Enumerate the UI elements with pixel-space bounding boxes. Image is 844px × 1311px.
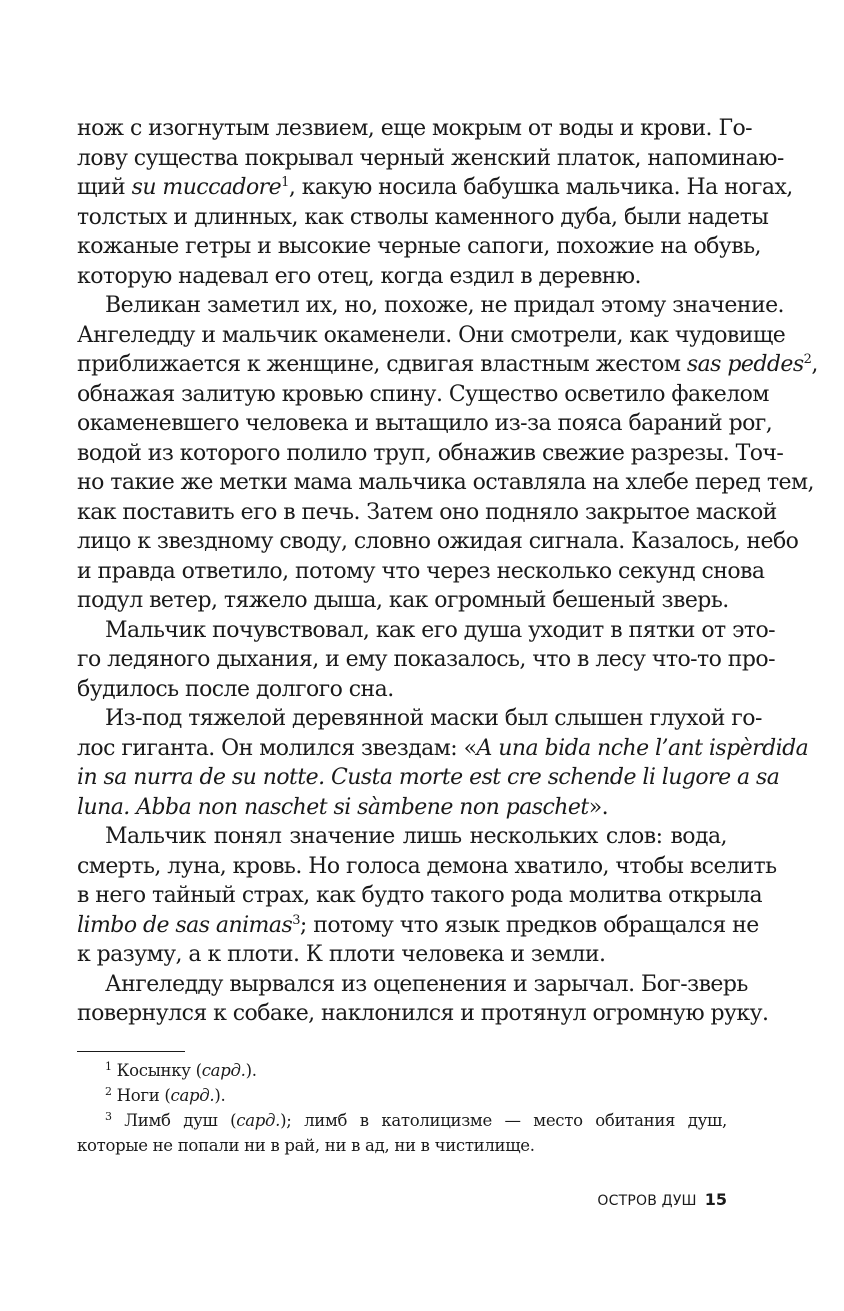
text-run: лову существа покрывал черный женский платок, напоминаю- — [77, 145, 784, 171]
text-run: которые не попали ни в рай, ни в ад, ни в чистилище. — [77, 1136, 535, 1155]
text-run: кожаные гетры и высокие черные сапоги, похожие на обувь, — [77, 234, 761, 259]
text-line — [77, 940, 727, 970]
text-run: и правда ответило, потому что через несколько секунд снова — [77, 558, 765, 584]
text-run: лицо к звездному своду, словно ожидая сигнала. Казалось, небо — [77, 529, 799, 554]
text-run: лос гиганта. Он молился звездам: « — [77, 735, 477, 761]
text-line — [77, 999, 769, 1029]
text-run: Из-под тяжелой деревянной маски был слышен глухой го- — [105, 706, 762, 731]
text-run: ). — [214, 1086, 226, 1105]
footnote-marker: 1 — [105, 1060, 112, 1073]
italic-phrase: сард. — [170, 1086, 215, 1105]
text-line — [77, 911, 759, 941]
footnotes — [77, 1058, 727, 1158]
text-run: Ноги ( — [111, 1086, 171, 1105]
text-run: ; потому что язык предков обращался не — [299, 912, 759, 938]
running-footer — [520, 1190, 727, 1209]
italic-phrase: limbo de sas animas — [77, 912, 293, 938]
text-line — [77, 970, 748, 1000]
text-line — [77, 173, 793, 203]
text-line — [77, 409, 773, 439]
text-run: нож с изогнутым лезвием, еще мокрым от воды и крови. Го- — [77, 116, 753, 141]
text-line — [77, 734, 809, 764]
footnote-line — [77, 1108, 727, 1133]
text-run: окаменевшего человека и вытащило из-за пояса бараний рог, — [77, 411, 773, 436]
text-run: но такие же метки мама мальчика оставляла на хлебе перед тем, — [77, 470, 814, 495]
text-run: в него тайный страх, как будто такого рода молитва открыла — [77, 883, 763, 908]
text-run: будилось после долгого сна. — [77, 676, 394, 702]
text-line — [77, 822, 727, 852]
italic-phrase: in sa nurra de su notte. Custa morte est cre schende li lugore a sa — [77, 765, 780, 790]
text-line — [77, 586, 727, 616]
text-line — [77, 793, 727, 823]
text-run: толстых и длинных, как стволы каменного дуба, были надеты — [77, 204, 769, 230]
text-run: Мальчик понял значение лишь нескольких слов: вода, — [105, 824, 727, 849]
text-line — [77, 144, 784, 174]
text-run: обнажая залитую кровью спину. Существо осветило факелом — [77, 381, 769, 407]
italic-phrase: сард. — [236, 1111, 281, 1130]
text-line — [77, 527, 799, 557]
text-run: Великан заметил их, но, похоже, не придал этому значение. — [105, 293, 784, 318]
text-run: ). — [245, 1061, 257, 1080]
text-line — [77, 763, 780, 793]
text-run: которую надевал его отец, когда ездил в деревню. — [77, 263, 641, 289]
text-run: Мальчик почувствовал, как его душа уходит в пятки от это- — [105, 617, 776, 643]
text-line — [77, 675, 727, 705]
page-number: 15 — [704, 1190, 727, 1209]
running-title: ОСТРОВ ДУШ — [597, 1193, 697, 1209]
text-line — [77, 380, 769, 410]
text-line — [77, 881, 763, 911]
text-run: Лимб душ ( — [111, 1111, 237, 1130]
text-line — [77, 439, 784, 469]
body-text — [77, 114, 818, 1029]
footnote-marker: 2 — [803, 352, 812, 367]
text-line — [77, 262, 727, 292]
text-run: Ангеледду вырвался из оцепенения и зарычал. Бог-зверь — [105, 971, 748, 997]
footnote-line — [77, 1083, 727, 1108]
text-line — [77, 852, 777, 882]
italic-phrase: su muccadore — [131, 175, 282, 200]
text-run: Ангеледду и мальчик окаменели. Они смотрели, как чудовище — [77, 322, 786, 348]
text-run: ); лимб в католицизме — место обитания душ, — [280, 1111, 727, 1130]
footnote-marker: 2 — [105, 1085, 112, 1098]
text-line — [77, 704, 762, 734]
text-line — [77, 616, 776, 646]
footnote-marker: 3 — [292, 912, 300, 928]
text-run: щий — [77, 175, 132, 200]
footnote-marker: 1 — [281, 175, 289, 190]
footnote-line — [77, 1058, 727, 1083]
text-run: водой из которого полило труп, обнажив свежие разрезы. Точ- — [77, 440, 784, 466]
text-run: повернулся к собаке, наклонился и протянул огромную руку. — [77, 1001, 769, 1026]
footnote-line — [77, 1133, 727, 1158]
text-run: го ледяного дыхания, и ему показалось, что в лесу что-то про- — [77, 647, 776, 672]
text-run: , — [811, 352, 818, 377]
text-run: Косынку ( — [111, 1061, 202, 1080]
text-line — [77, 291, 784, 321]
text-run: смерть, луна, кровь. Но голоса демона хватило, чтобы вселить — [77, 853, 777, 879]
italic-phrase: сард. — [201, 1061, 246, 1080]
footnote-divider — [77, 1051, 185, 1052]
text-line — [77, 468, 814, 498]
text-line — [77, 350, 818, 380]
italic-phrase: luna. Abba non naschet si sàmbene non paschet — [77, 794, 589, 820]
text-line — [77, 232, 761, 262]
text-line — [77, 321, 786, 351]
italic-phrase: A una bida nche l’ant ispèrdida — [476, 735, 809, 761]
text-line — [77, 203, 769, 233]
text-line — [77, 557, 765, 587]
text-line — [77, 645, 776, 675]
text-run: приближается к женщине, сдвигая властным жестом — [77, 352, 687, 377]
text-line — [77, 498, 777, 528]
text-run: к разуму, а к плоти. К плоти человека и земли. — [77, 942, 606, 967]
italic-phrase: sas peddes — [686, 352, 804, 377]
text-run: как поставить его в печь. Затем оно подняло закрытое маской — [77, 499, 777, 525]
text-run: , какую носила бабушка мальчика. На ногах, — [288, 175, 793, 200]
text-run: подул ветер, тяжело дыша, как огромный бешеный зверь. — [77, 588, 729, 613]
footnote-marker: 3 — [105, 1110, 112, 1123]
text-line — [77, 114, 753, 144]
text-run: ». — [588, 794, 609, 820]
